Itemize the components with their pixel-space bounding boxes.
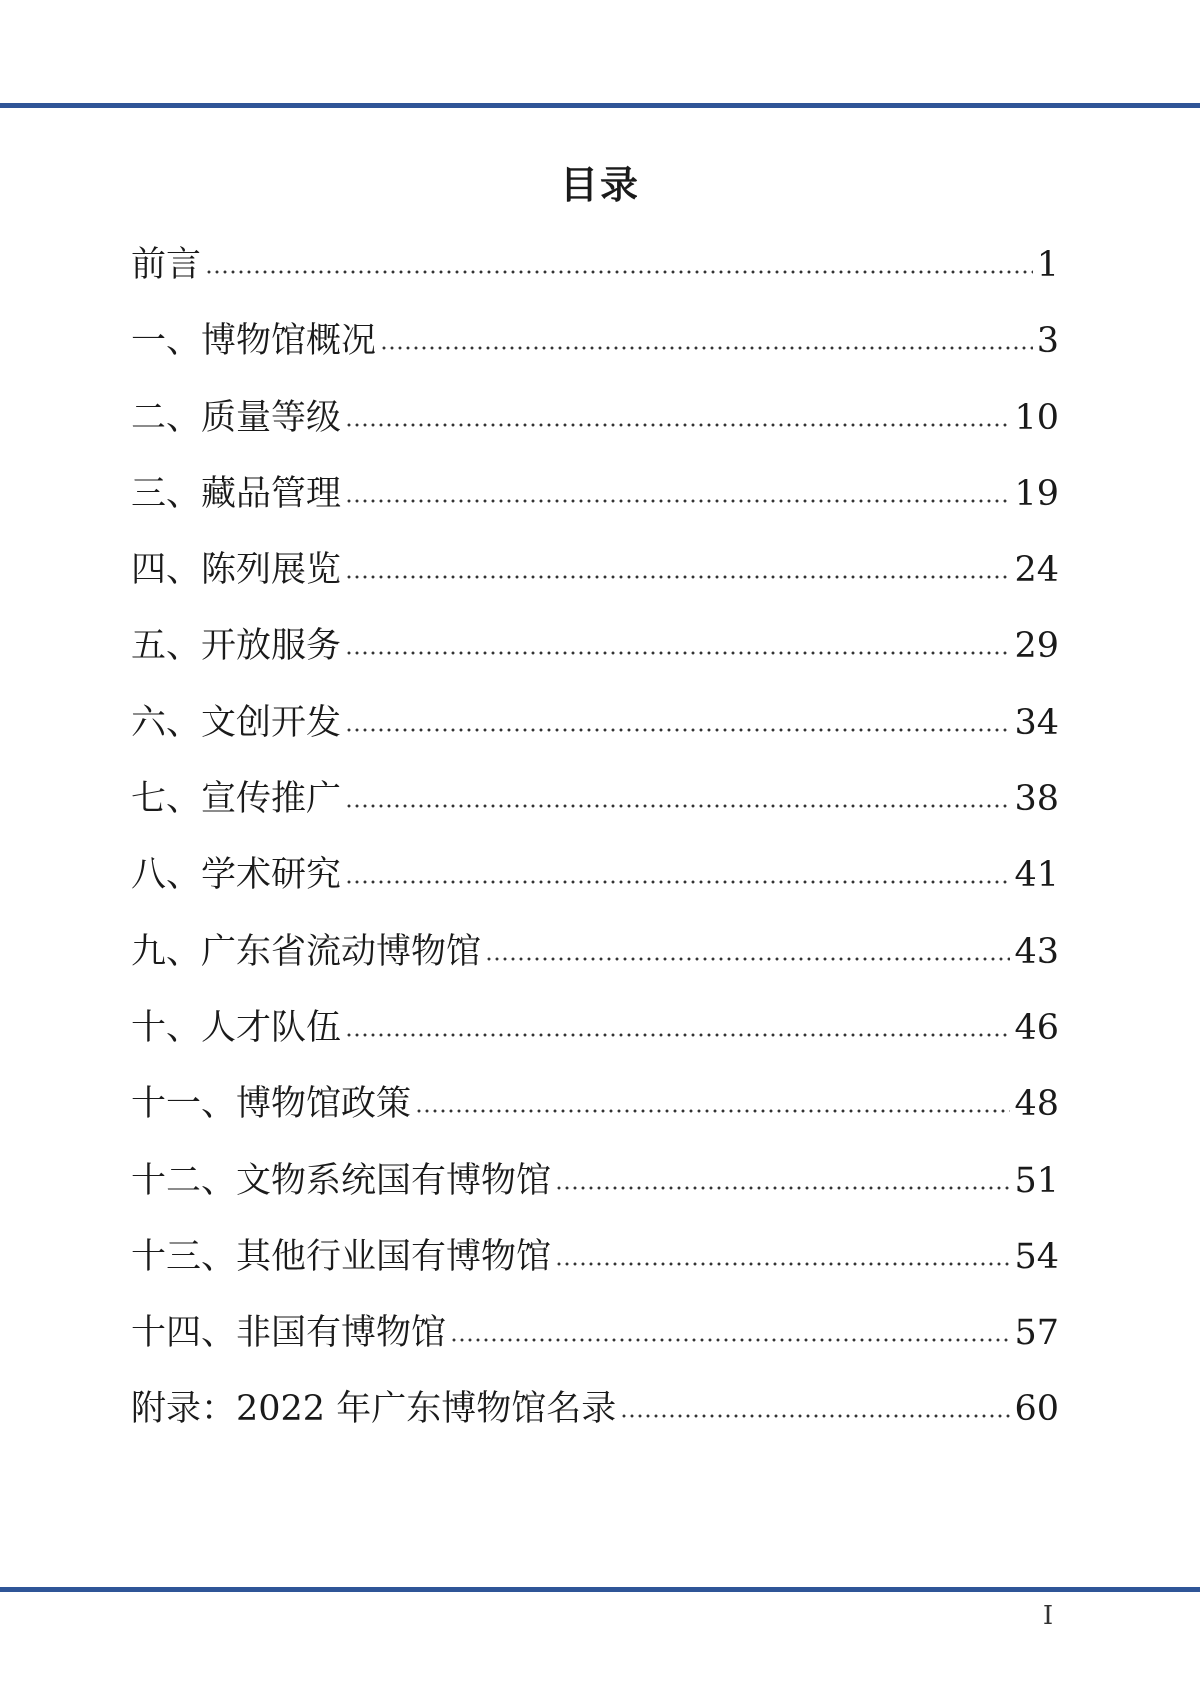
toc-entry-label: 十一、博物馆政策: [131, 1084, 412, 1125]
toc-entry[interactable]: [131, 469, 1059, 545]
dot-leader: [345, 621, 1010, 657]
toc-entry[interactable]: [131, 698, 1059, 774]
toc-entry[interactable]: [131, 545, 1059, 621]
toc-entry[interactable]: [131, 1308, 1059, 1384]
dot-leader: [345, 850, 1010, 886]
toc-entry[interactable]: [131, 850, 1059, 926]
toc-entry[interactable]: [131, 1003, 1059, 1079]
dot-leader: [345, 469, 1010, 505]
toc-entry-label: 三、藏品管理: [131, 473, 342, 514]
toc-entry-page: 19: [1014, 473, 1059, 514]
toc-entry-label: 附录：2022 年广东博物馆名录: [131, 1389, 617, 1430]
dot-leader: [345, 698, 1010, 734]
header-rule: [0, 103, 1200, 108]
toc-entry-page: 43: [1014, 931, 1059, 972]
toc-entry-page: 29: [1014, 626, 1059, 667]
toc-entry-label: 六、文创开发: [131, 702, 342, 743]
toc-entry-label: 一、博物馆概况: [131, 321, 377, 362]
toc-entry-page: 51: [1014, 1160, 1059, 1201]
dot-leader: [345, 545, 1010, 581]
toc-entry-label: 前言: [131, 245, 202, 285]
toc-entry-page: 34: [1014, 702, 1059, 743]
toc-entry-page: 10: [1014, 397, 1059, 438]
dot-leader: [620, 1384, 1010, 1420]
toc-entry-label: 八、学术研究: [131, 855, 342, 896]
toc-entry[interactable]: [131, 1384, 1059, 1460]
toc-entry-label: 十、人才队伍: [131, 1007, 342, 1048]
toc-entry-label: 四、陈列展览: [131, 550, 342, 591]
toc-entry-label: 十三、其他行业国有博物馆: [131, 1236, 552, 1277]
toc-entry-page: 46: [1014, 1007, 1059, 1048]
dot-leader: [555, 1156, 1010, 1192]
page-number: I: [1042, 1601, 1054, 1631]
toc-list: [131, 240, 1059, 1461]
dot-leader: [450, 1308, 1010, 1344]
dot-leader: [205, 240, 1033, 276]
toc-entry-label: 九、广东省流动博物馆: [131, 931, 482, 972]
dot-leader: [380, 316, 1033, 352]
toc-entry-page: 48: [1014, 1084, 1059, 1125]
toc-entry[interactable]: [131, 1232, 1059, 1308]
toc-entry[interactable]: [131, 316, 1059, 392]
dot-leader: [415, 1079, 1010, 1115]
toc-entry[interactable]: [131, 774, 1059, 850]
toc-entry-page: 41: [1014, 855, 1059, 896]
toc-entry-page: 54: [1014, 1236, 1059, 1277]
toc-entry-label: 二、质量等级: [131, 397, 342, 438]
toc-title: 目录: [559, 163, 640, 207]
toc-entry-label: 七、宣传推广: [131, 779, 342, 820]
toc-entry[interactable]: [131, 240, 1059, 316]
dot-leader: [555, 1232, 1010, 1268]
dot-leader: [485, 927, 1010, 963]
toc-entry-label: 十二、文物系统国有博物馆: [131, 1160, 552, 1201]
toc-entry[interactable]: [131, 621, 1059, 697]
toc-entry-page: 60: [1014, 1389, 1059, 1430]
toc-entry-page: 24: [1014, 550, 1059, 591]
toc-entry-page: 3: [1036, 321, 1059, 362]
toc-entry-label: 十四、非国有博物馆: [131, 1313, 447, 1354]
toc-entry-page: 57: [1014, 1313, 1059, 1354]
dot-leader: [345, 393, 1010, 429]
toc-entry[interactable]: [131, 927, 1059, 1003]
dot-leader: [345, 774, 1010, 810]
dot-leader: [345, 1003, 1010, 1039]
toc-entry-label: 五、开放服务: [131, 626, 342, 667]
footer-rule: [0, 1587, 1200, 1592]
toc-entry-page: 1: [1036, 245, 1059, 285]
toc-entry[interactable]: [131, 393, 1059, 469]
toc-entry-page: 38: [1014, 779, 1059, 820]
toc-entry[interactable]: [131, 1079, 1059, 1155]
toc-entry[interactable]: [131, 1156, 1059, 1232]
